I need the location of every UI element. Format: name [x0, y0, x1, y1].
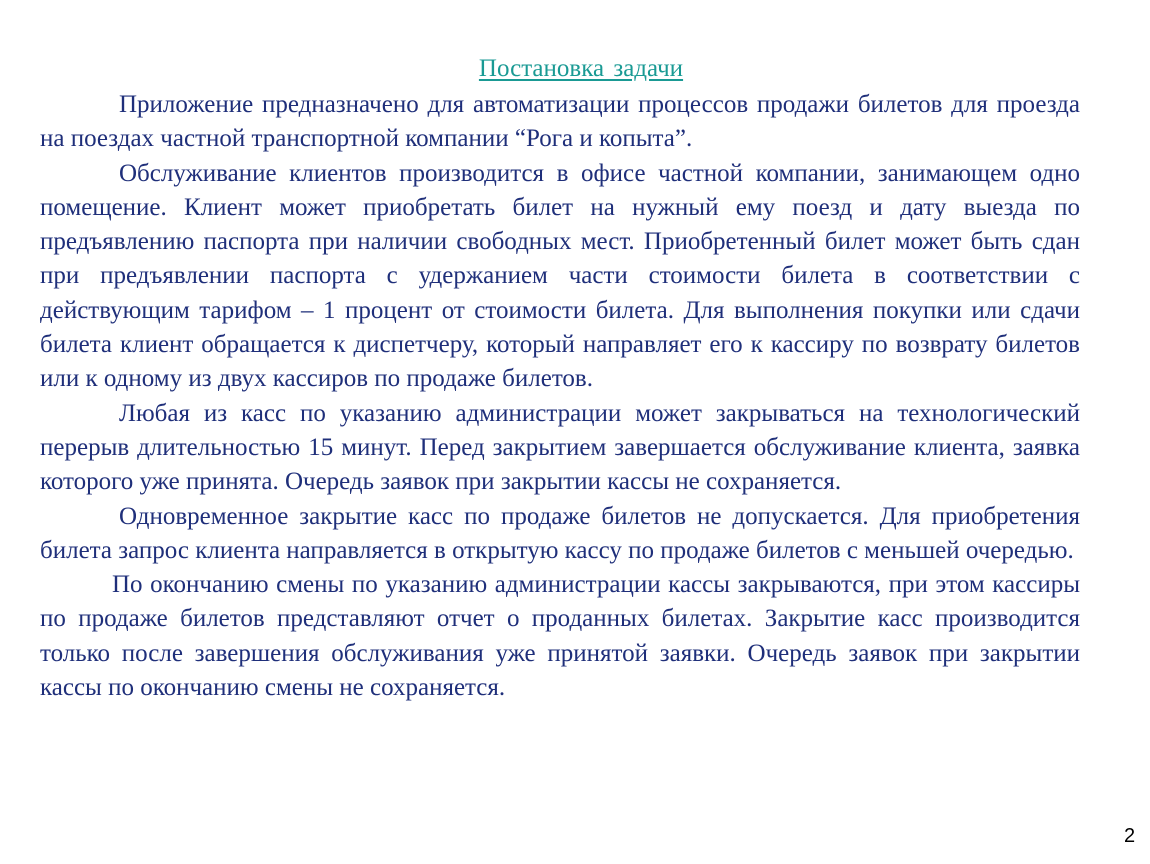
paragraph-client-service: Обслуживание клиентов производится в офисе частной компании, занимающем одно помещение. Клиент может приобретать билет на нужный ему поезд и дату выезда по предъявлению паспорта при наличии свободных мест. Приобретенный билет может быть сдан при предъявлении паспорта с удержанием части стоимости билета в соответствии с действующим тарифом – 1 процент от стоимости билета. Для выполнения покупки или сдачи билета клиент обращается к диспетчеру, который направляет его к кассиру по возврату билетов или к одному из двух кассиров по продаже билетов. [40, 159, 1080, 393]
slide-title: Постановка задачи [478, 55, 684, 82]
page-number: 2 [1124, 825, 1136, 847]
paragraph-simultaneous-closing: Одновременное закрытие касс по продаже билетов не допускается. Для приобретения билета запрос клиента направляется в открытую кассу по продаже билетов с меньшей очередью. [40, 502, 1080, 564]
slide-body [40, 88, 1080, 705]
paragraph-end-of-shift: По окончанию смены по указанию администрации кассы закрываются, при этом кассиры по продаже билетов представляют отчет о проданных билетах. Закрытие касс производится только после завершения обслуживания уже принятой заявки. Очередь заявок при закрытии кассы по окончанию смены не сохраняется. [40, 571, 1080, 702]
paragraph-technical-break: Любая из касс по указанию администрации может закрываться на технологический перерыв длительностью 15 минут. Перед закрытием завершается обслуживание клиента, заявка которого уже принята. Очередь заявок при закрытии кассы не сохраняется. [40, 399, 1080, 496]
paragraph-purpose: Приложение предназначено для автоматизации процессов продажи билетов для проезда на поездах частной транспортной компании “Рога и копыта”. [40, 91, 1080, 153]
